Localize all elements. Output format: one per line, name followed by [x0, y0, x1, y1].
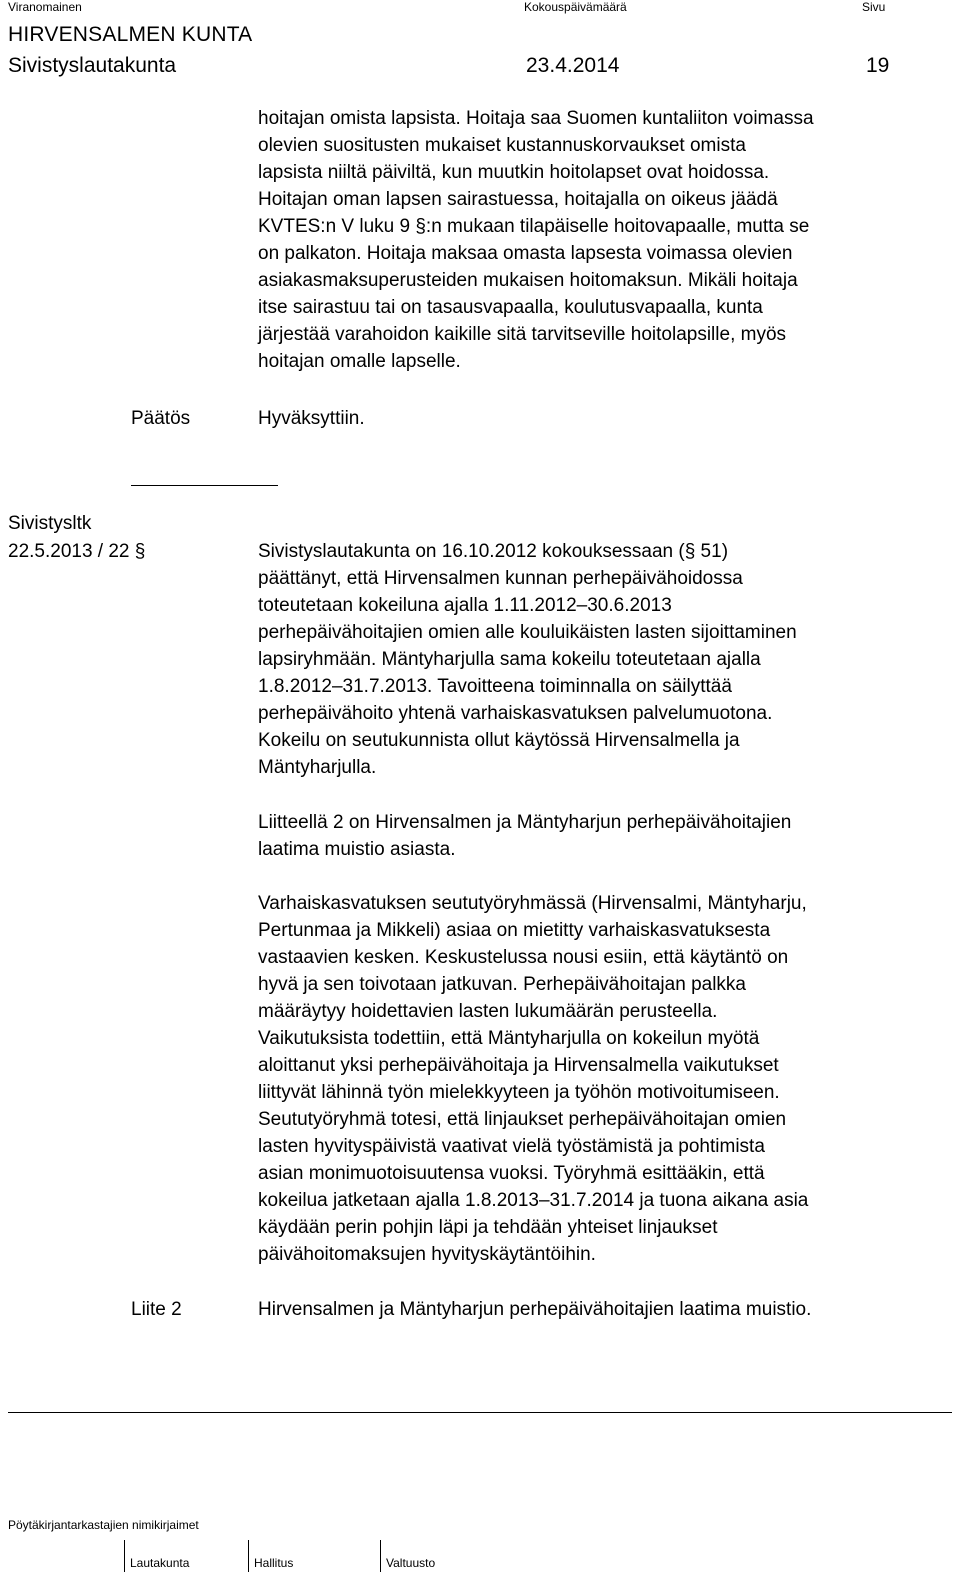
decision-label: Päätös: [131, 408, 191, 429]
text-line: toteutetaan kokeiluna ajalla 1.11.2012–30.6.2013: [258, 595, 672, 616]
footer-cell-hallitus: Hallitus: [254, 1556, 294, 1570]
text-line: Hoitajan oman lapsen sairastuessa, hoitajalla on oikeus jäädä: [258, 189, 778, 210]
text-line: käydään perin pohjin läpi ja tehdään yhteiset linjaukset: [258, 1217, 718, 1238]
text-line: hyvä ja sen toivotaan jatkuvan. Perhepäivähoitajan palkka: [258, 974, 746, 995]
text-line: Varhaiskasvatuksen seututyöryhmässä (Hirvensalmi, Mäntyharju,: [258, 893, 807, 914]
section-divider: [131, 485, 278, 486]
footer-divider: [8, 1412, 952, 1413]
text-line: lapsiryhmään. Mäntyharjulla sama kokeilu toteutetaan ajalla: [258, 649, 761, 670]
section2-paragraph-2: [258, 809, 953, 863]
text-line: kokeilua jatketaan ajalla 1.8.2013–31.7.2014 ja tuona aikana asia: [258, 1190, 809, 1211]
text-line: Liitteellä 2 on Hirvensalmen ja Mäntyharjun perhepäivähoitajien: [258, 812, 792, 833]
reference-line: 22.5.2013 / 22 §: [8, 541, 146, 562]
text-line: asian monimuotoisuutensa vuoksi. Työryhmä esittääkin, että: [258, 1163, 765, 1184]
attachment-text: Hirvensalmen ja Mäntyharjun perhepäivähoitajien laatima muistio.: [258, 1299, 812, 1320]
text-line: laatima muistio asiasta.: [258, 839, 456, 860]
meeting-date: 23.4.2014: [526, 54, 620, 77]
text-line: KVTES:n V luku 9 §:n mukaan tilapäiselle hoitovapaalle, mutta se: [258, 216, 810, 237]
header-labels: [0, 0, 960, 20]
text-line: Vaikutuksista todettiin, että Mäntyharjulla on kokeilun myötä: [258, 1028, 760, 1049]
text-line: 1.8.2012–31.7.2013. Tavoitteena toiminnalla on säilyttää: [258, 676, 732, 697]
footer-separator: [380, 1540, 381, 1572]
text-line: liittyvät lähinnä työn mielekkyyteen ja työhön motivoitumiseen.: [258, 1082, 780, 1103]
text-line: hoitajan omalle lapselle.: [258, 351, 461, 372]
organization-name: HIRVENSALMEN KUNTA: [8, 23, 253, 46]
label-author: Viranomainen: [8, 0, 82, 14]
reference-title: Sivistysltk: [8, 513, 92, 534]
text-line: perhepäivähoito yhtenä varhaiskasvatuksen palvelumuotona.: [258, 703, 773, 724]
section1-paragraph: [258, 105, 953, 375]
page-number: 19: [866, 54, 890, 77]
text-line: lasten hyvityspäivistä vaativat vielä työstämistä ja pohtimista: [258, 1136, 765, 1157]
text-line: määräytyy hoidettavien lasten lukumäärän perusteella.: [258, 1001, 718, 1022]
text-line: Seututyöryhmä totesi, että linjaukset perhepäivähoitajan omien: [258, 1109, 787, 1130]
text-line: vastaavien kesken. Keskustelussa nousi esiin, että käytäntö on: [258, 947, 789, 968]
text-line: hoitajan omista lapsista. Hoitaja saa Suomen kuntaliiton voimassa: [258, 108, 814, 129]
attachment-label: Liite 2: [131, 1299, 182, 1320]
section2-paragraph-3: [258, 890, 953, 1268]
text-line: päättänyt, että Hirvensalmen kunnan perhepäivähoidossa: [258, 568, 743, 589]
text-line: perhepäivähoitajien omien alle kouluikäisten lasten sijoittaminen: [258, 622, 797, 643]
text-line: on palkaton. Hoitaja maksaa omasta lapsesta voimassa olevien: [258, 243, 793, 264]
label-page: Sivu: [862, 0, 886, 14]
text-line: olevien suositusten mukaiset kustannuskorvaukset omista: [258, 135, 746, 156]
section2-paragraph-1: [258, 538, 953, 781]
text-line: Pertunmaa ja Mikkeli) asiaa on mietitty varhaiskasvatuksesta: [258, 920, 771, 941]
text-line: Mäntyharjulla.: [258, 757, 377, 778]
label-date: Kokouspäivämäärä: [524, 0, 627, 14]
text-line: Sivistyslautakunta on 16.10.2012 kokouksessaan (§ 51): [258, 541, 729, 562]
text-line: järjestää varahoidon kaikille sitä tarvitseville hoitolapsille, myös: [258, 324, 787, 345]
text-line: päivähoitomaksujen hyvityskäytäntöihin.: [258, 1244, 596, 1265]
text-line: asiakasmaksuperusteiden mukaisen hoitomaksun. Mikäli hoitaja: [258, 270, 798, 291]
footer-separator: [124, 1540, 125, 1572]
text-line: lapsista niiltä päiviltä, kun muutkin hoitolapset ovat hoidossa.: [258, 162, 770, 183]
footer-cell-valtuusto: Valtuusto: [386, 1556, 436, 1570]
footer-separator: [248, 1540, 249, 1572]
text-line: aloittanut yksi perhepäivähoitaja ja Hirvensalmella vaikutukset: [258, 1055, 779, 1076]
decision-text: Hyväksyttiin.: [258, 408, 365, 429]
text-line: Kokeilu on seutukunnista ollut käytössä Hirvensalmella ja: [258, 730, 740, 751]
body-name: Sivistyslautakunta: [8, 54, 177, 77]
footer-title: Pöytäkirjantarkastajien nimikirjaimet: [8, 1518, 199, 1532]
footer-cell-lautakunta: Lautakunta: [130, 1556, 190, 1570]
text-line: itse sairastuu tai on tasausvapaalla, koulutusvapaalla, kunta: [258, 297, 763, 318]
